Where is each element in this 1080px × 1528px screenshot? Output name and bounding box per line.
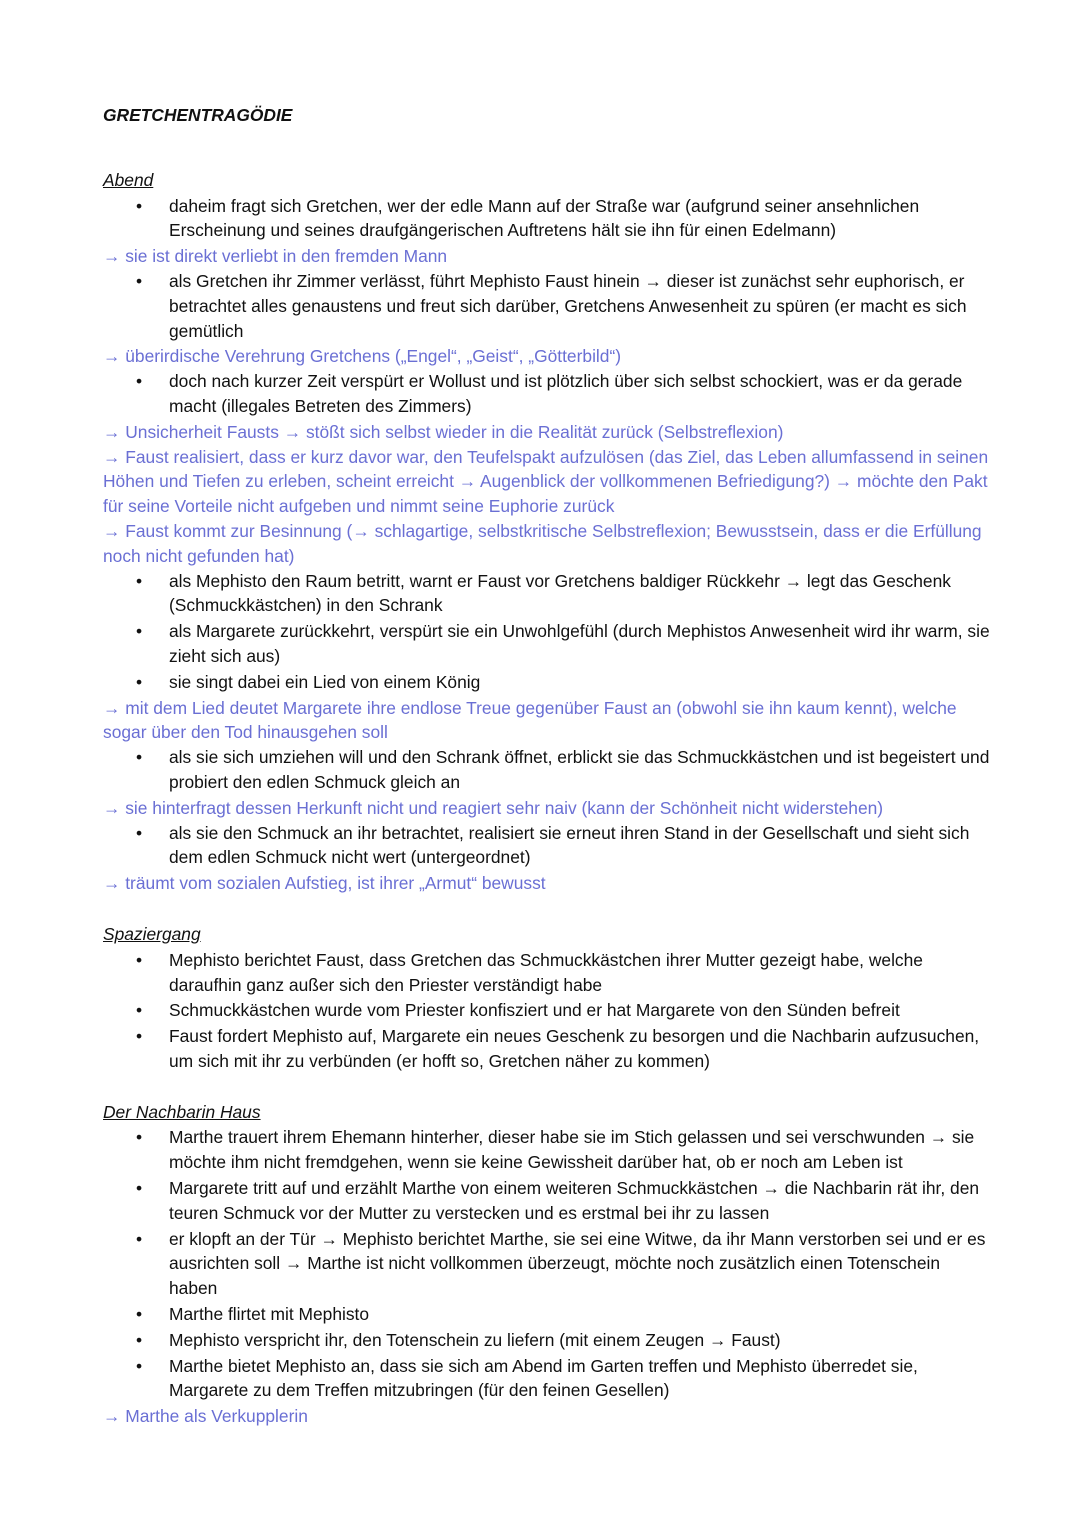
bullet-item bbox=[103, 948, 990, 998]
bullet-icon: • bbox=[136, 371, 143, 392]
bullet-item bbox=[103, 1328, 990, 1353]
bullet-text: als Mephisto den Raum betritt, warnt er Faust vor Gretchens baldiger Rückkehr → legt das Geschenk (Schmuckkästchen) in den Schrank bbox=[169, 570, 951, 616]
bullet-item bbox=[103, 1125, 990, 1175]
bullet-icon: • bbox=[136, 747, 143, 768]
annotation-note: → sie ist direkt verliebt in den fremden Mann bbox=[103, 246, 448, 267]
annotation-note: → mit dem Lied deutet Margarete ihre endlose Treue gegenüber Faust an (obwohl sie ihn kaum kennt), welche sogar über den Tod hinausgehen soll bbox=[103, 697, 957, 743]
bullet-icon: • bbox=[136, 822, 143, 843]
bullet-item bbox=[103, 1354, 990, 1404]
bullet-item bbox=[103, 619, 990, 669]
bullet-item bbox=[103, 821, 990, 871]
bullet-item bbox=[103, 1024, 990, 1074]
bullet-text: er klopft an der Tür → Mephisto berichtet Marthe, sie sei eine Witwe, da ihr Mann verstorben sei und er es ausrichten soll → Marthe ist nicht vollkommen überzeugt, möchte noch zusätzlich einen Totenschein haben bbox=[169, 1228, 986, 1299]
annotation-note: → träumt vom sozialen Aufstieg, ist ihrer „Armut“ bewusst bbox=[103, 873, 546, 894]
section bbox=[103, 168, 990, 896]
bullet-item bbox=[103, 194, 990, 244]
bullet-icon: • bbox=[136, 1026, 143, 1047]
bullet-text: Marthe bietet Mephisto an, dass sie sich am Abend im Garten treffen und Mephisto überredet sie, Margarete zu dem Treffen mitzubringen (für den feinen Gesellen) bbox=[169, 1355, 918, 1401]
bullet-icon: • bbox=[136, 195, 143, 216]
annotation-note: → Marthe als Verkupplerin bbox=[103, 1406, 308, 1427]
annotation-note: → überirdische Verehrung Gretchens („Engel“, „Geist“, „Götterbild“) bbox=[103, 346, 622, 367]
bullet-text: als Gretchen ihr Zimmer verlässt, führt Mephisto Faust hinein → dieser ist zunächst sehr euphorisch, er betrachtet alles genaustens und freut sich darüber, Gretchens Anwesenheit zu spüren (er macht es sich gemütlich bbox=[169, 270, 967, 341]
bullet-text: Mephisto verspricht ihr, den Totenschein zu liefern (mit einem Zeugen → Faust) bbox=[169, 1329, 781, 1350]
bullet-item bbox=[103, 369, 990, 419]
section-heading: Der Nachbarin Haus bbox=[103, 1101, 261, 1122]
bullet-icon: • bbox=[136, 570, 143, 591]
bullet-icon: • bbox=[136, 671, 143, 692]
bullet-icon: • bbox=[136, 949, 143, 970]
bullet-item bbox=[103, 998, 990, 1023]
annotation-note: → Unsicherheit Fausts → stößt sich selbst wieder in die Realität zurück (Selbstreflexion) bbox=[103, 421, 784, 442]
bullet-text: Margarete tritt auf und erzählt Marthe von einem weiteren Schmuckkästchen → die Nachbarin rät ihr, den teuren Schmuck vor der Mutter zu verstecken und es erstmal bei ihr zu lassen bbox=[169, 1178, 980, 1223]
section-heading: Abend bbox=[103, 169, 154, 190]
bullet-text: sie singt dabei ein Lied von einem König bbox=[169, 671, 481, 692]
bullet-text: Mephisto berichtet Faust, dass Gretchen das Schmuckkästchen ihrer Mutter gezeigt habe, welche daraufhin ganz außer sich den Priester verständigt habe bbox=[169, 949, 923, 995]
section bbox=[103, 922, 990, 1074]
bullet-item bbox=[103, 1302, 990, 1327]
annotation-note: → sie hinterfragt dessen Herkunft nicht und reagiert sehr naiv (kann der Schönheit nicht widerstehen) bbox=[103, 797, 884, 818]
document-title: GRETCHENTRAGÖDIE bbox=[103, 105, 293, 125]
bullet-icon: • bbox=[136, 1127, 143, 1148]
bullet-item bbox=[103, 1176, 990, 1226]
bullet-text: Faust fordert Mephisto auf, Margarete ein neues Geschenk zu besorgen und die Nachbarin aufzusuchen, um sich mit ihr zu verbünden (er hofft so, Gretchen näher zu kommen) bbox=[169, 1026, 980, 1071]
bullet-item bbox=[103, 670, 990, 695]
annotation-note: → Faust kommt zur Besinnung (→ schlagartige, selbstkritische Selbstreflexion; Bewusstsein, dass er die Erfüllung noch nicht gefunden hat) bbox=[103, 520, 982, 566]
document-body bbox=[103, 168, 990, 1429]
bullet-icon: • bbox=[136, 1304, 143, 1325]
bullet-icon: • bbox=[136, 621, 143, 642]
section bbox=[103, 1100, 990, 1429]
bullet-item bbox=[103, 569, 990, 619]
annotation-note: → Faust realisiert, dass er kurz davor war, den Teufelspakt aufzulösen (das Ziel, das Leben allumfassend in seinen Höhen und Tiefen zu erleben, scheint erreicht → Augenblick der vollkommenen Befriedigung?) → möchte den Pakt für seine Vorteile nicht aufgeben und nimmt seine Euphorie zurück bbox=[103, 446, 989, 517]
bullet-text: als sie den Schmuck an ihr betrachtet, realisiert sie erneut ihren Stand in der Gesellschaft und sieht sich dem edlen Schmuck nicht wert (untergeordnet) bbox=[169, 822, 970, 868]
bullet-item bbox=[103, 1227, 990, 1301]
bullet-icon: • bbox=[136, 270, 143, 291]
bullet-icon: • bbox=[136, 1355, 143, 1376]
bullet-icon: • bbox=[136, 1329, 143, 1350]
bullet-icon: • bbox=[136, 1000, 143, 1021]
bullet-icon: • bbox=[136, 1178, 143, 1199]
bullet-text: Schmuckkästchen wurde vom Priester konfisziert und er hat Margarete von den Sünden befreit bbox=[169, 1000, 900, 1021]
bullet-text: als Margarete zurückkehrt, verspürt sie ein Unwohlgefühl (durch Mephistos Anwesenheit wird ihr warm, sie zieht sich aus) bbox=[169, 621, 990, 666]
section-heading: Spaziergang bbox=[103, 923, 201, 944]
bullet-icon: • bbox=[136, 1228, 143, 1249]
bullet-text: Marthe trauert ihrem Ehemann hinterher, dieser habe sie im Stich gelassen und sei verschwunden → sie möchte ihm nicht fremdgehen, wenn sie keine Gewissheit darüber hat, ob er noch am Leben ist bbox=[169, 1127, 975, 1173]
bullet-text: als sie sich umziehen will und den Schrank öffnet, erblickt sie das Schmuckkästchen und ist begeistert und probiert den edlen Schmuck gleich an bbox=[169, 747, 990, 792]
bullet-text: Marthe flirtet mit Mephisto bbox=[169, 1304, 370, 1325]
bullet-text: doch nach kurzer Zeit verspürt er Wollust und ist plötzlich über sich selbst schockiert, was er da gerade macht (illegales Betreten des Zimmers) bbox=[169, 371, 963, 416]
bullet-item bbox=[103, 269, 990, 343]
bullet-text: daheim fragt sich Gretchen, wer der edle Mann auf der Straße war (aufgrund seiner ansehnlichen Erscheinung und seines draufgängerischen Auftretens hält sie ihn für einen Edelmann) bbox=[169, 195, 920, 241]
bullet-item bbox=[103, 745, 990, 795]
